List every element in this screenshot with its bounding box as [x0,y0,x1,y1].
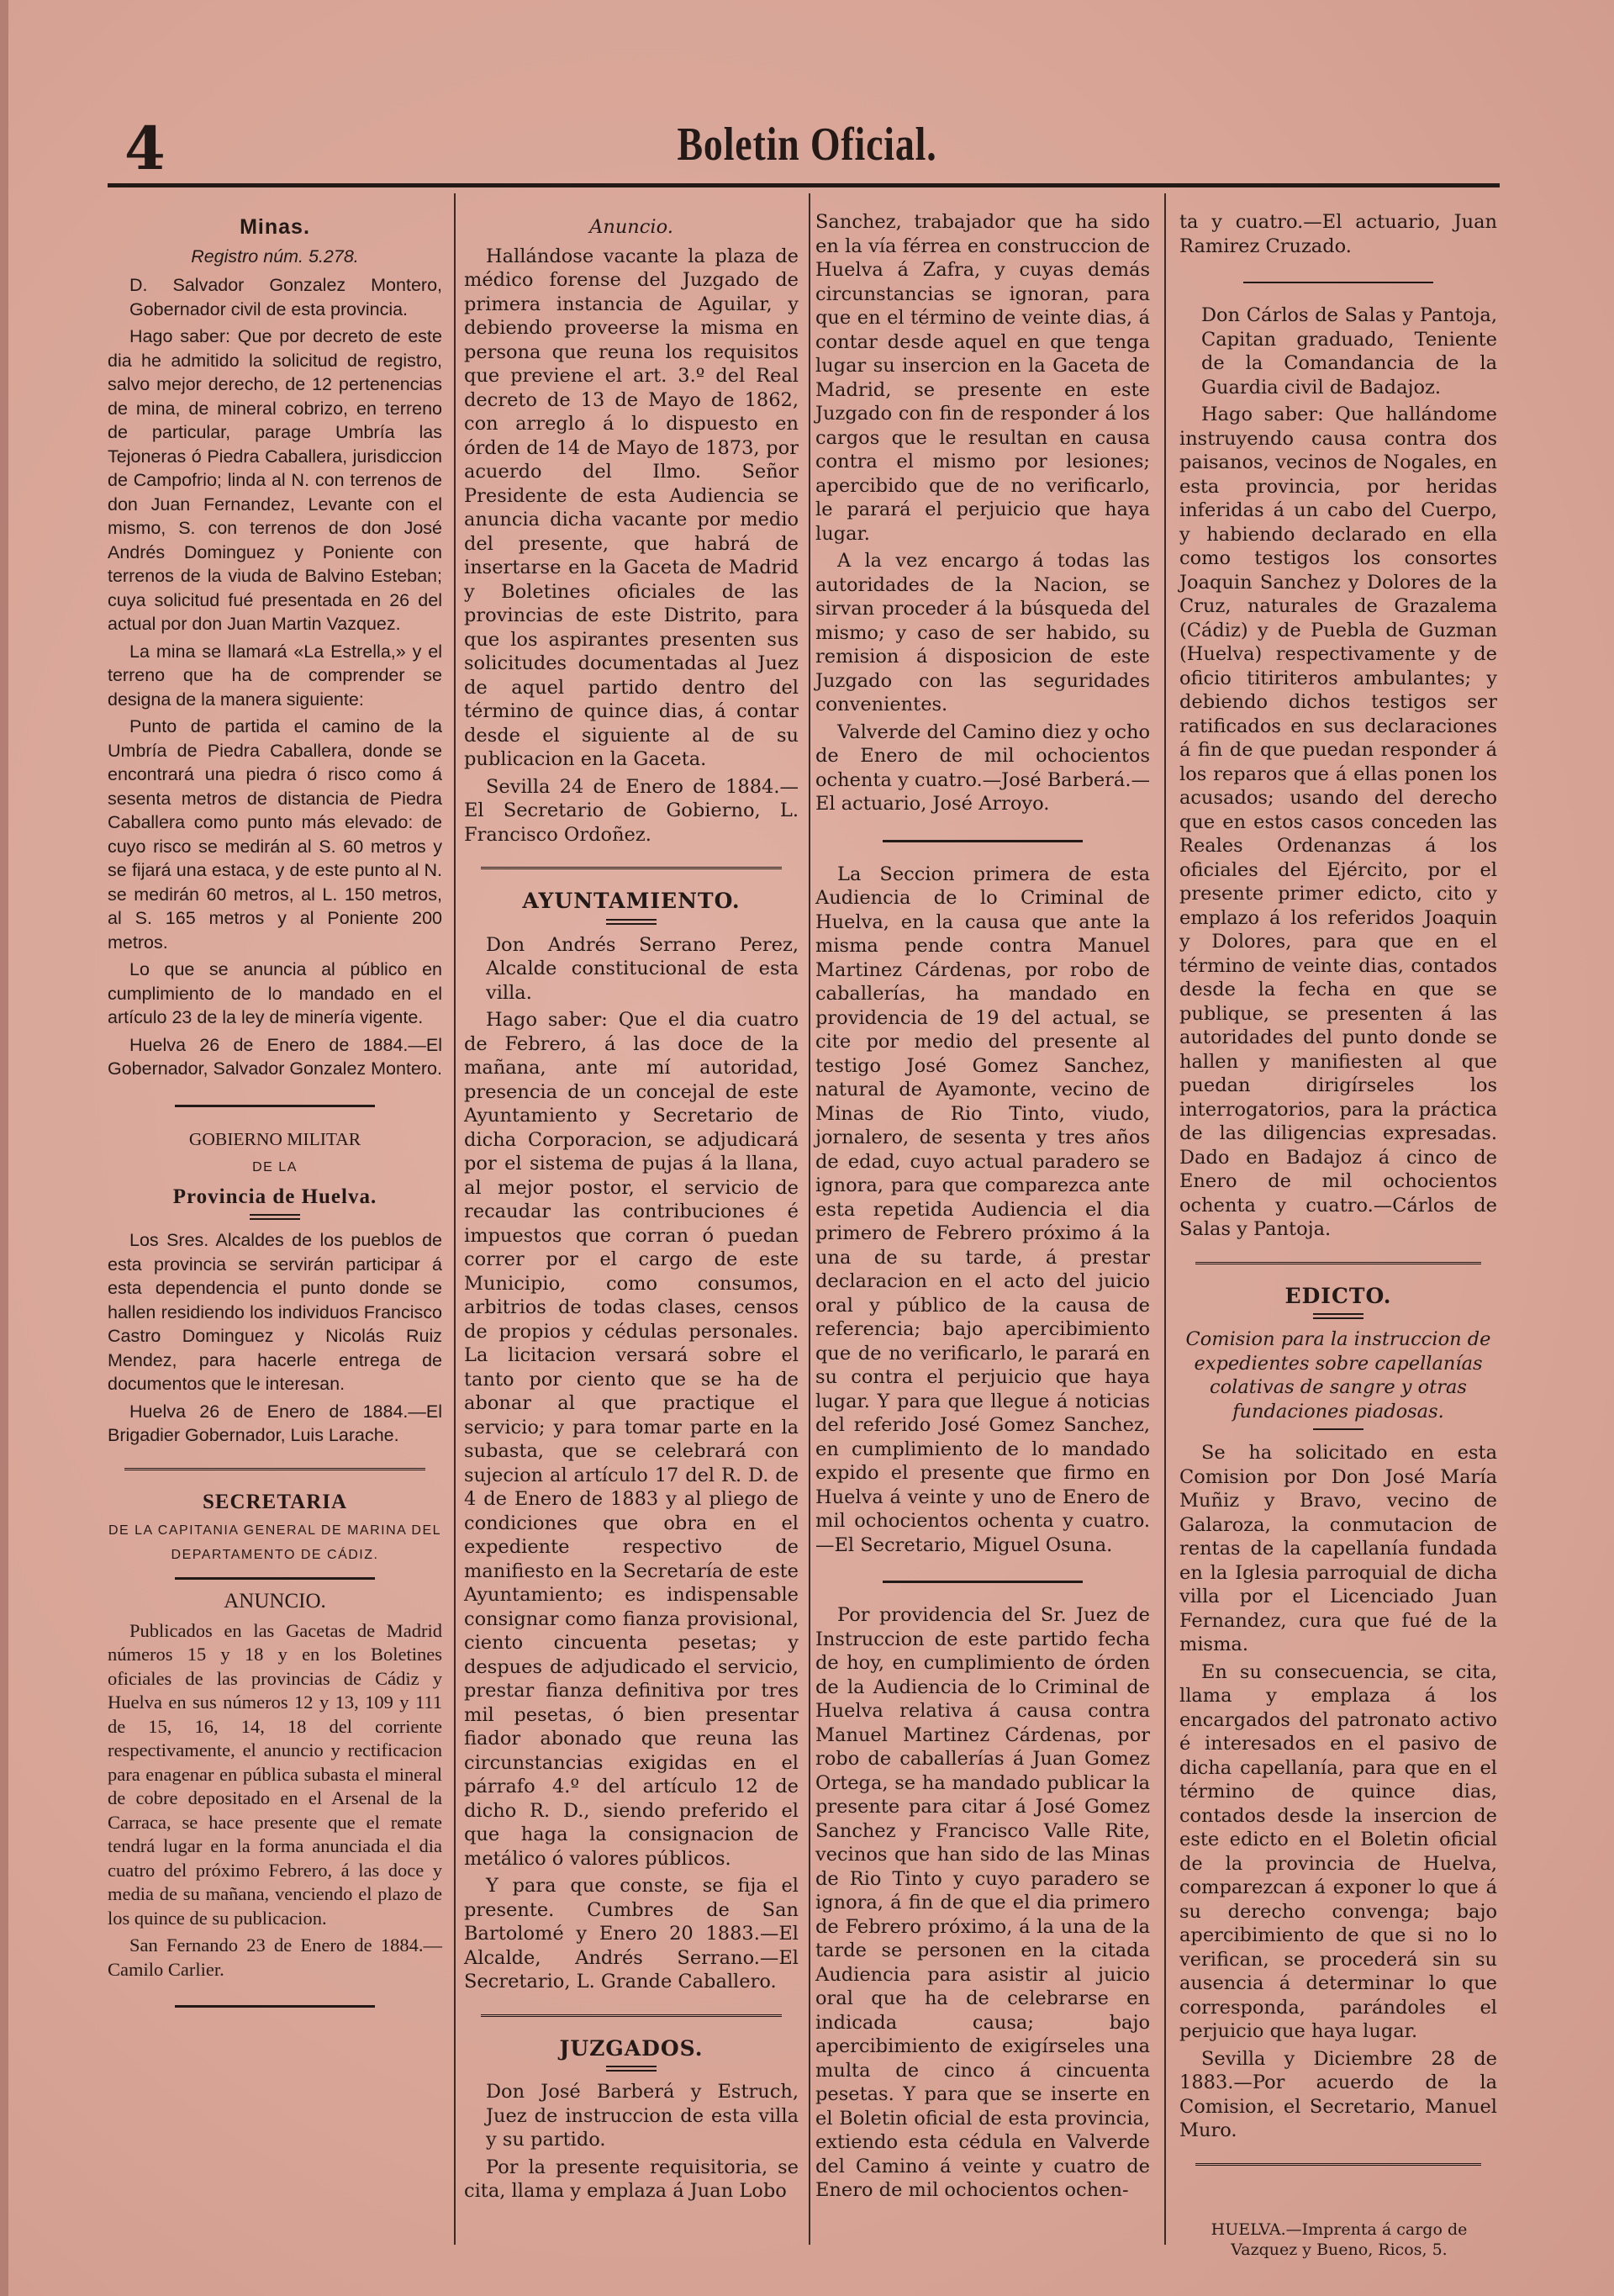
signature-paragraph: San Fernando 23 de Enero de 1884.—Camilo Carlier. [108,1934,442,1980]
section-title-gobierno: GOBIERNO MILITAR [188,1128,361,1149]
title-dash [606,2066,657,2072]
signature-paragraph: Sevilla 24 de Enero de 1884.—El Secretario de Gobierno, L. Francisco Ordoñez. [464,775,799,846]
section-subtitle-secretaria: DE LA CAPITANIA GENERAL DE MARINA DEL DEPARTAMENTO DE CÁDIZ. [108,1523,442,1562]
header-rule [108,183,1500,187]
page-number: 4 [124,113,166,183]
paragraph: Por la presente requisitoria, se cita, llama y emplaza á Juan Lobo [464,2156,799,2202]
signature-paragraph: Huelva 26 de Enero de 1884.—El Brigadier Gobernador, Luis Larache. [108,1401,442,1445]
masthead-title: Boletin Oficial. [677,119,937,171]
separator-rule [175,1577,376,1580]
separator-rule [124,1468,425,1470]
paragraph: Hallándose vacante la plaza de médico forense del Juzgado de primera instancia de Aguilar, y debiendo proveerse la misma en persona que reuna los requisitos que previene el art. 3.º del Real decreto de 13 de Mayo de 1862, con arreglo á lo dispuesto en órden de 14 de Mayo de 1873, por acuerdo del Ilmo. Señor Presidente de esta Audiencia se anuncia dicha vacante por medio del presente, que habrá de insertarse en la Gaceta de Madrid y Boletines oficiales de las provincias de este Distrito, para que los aspirantes presenten sus solicitudes documentadas al Juez de aquel partido dentro del término de quince dias, á contar desde el siguiente al de su publicacion en la Gaceta. [464,245,799,770]
paragraph: Se ha solicitado en esta Comision por Don José María Muñiz y Bravo, vecino de Galaroza, la conmutacion de rentas de la capellanía fundada en la Iglesia parroquial de dicha villa por el Licenciado Juan Fernandez, cura que fué de la misma. [1179,1442,1497,1655]
signature-paragraph: Valverde del Camino diez y ocho de Enero de mil ochocientos ochenta y cuatro.—José Barberá.—El actuario, José Arroyo. [815,720,1150,815]
separator-rule [1243,282,1434,283]
separator-rule [1195,2163,1481,2166]
separator-rule [175,2005,376,2008]
separator-rule [481,2014,782,2017]
paragraph: Don Andrés Serrano Perez, Alcalde constitucional de esta villa. [486,933,799,1004]
paragraph: Hago saber: Que hallándome instruyendo causa contra dos paisanos, vecinos de Nogales, en esta provincia, por heridas inferidas á un cabo del Cuerpo, y habiendo declarado en ella como testigos los consortes Joaquin Sanchez y Dolores de la Cruz, naturales de Grazalema (Cádiz) y de Puebla de Guzman (Huelva) respectivamente y de oficio titiriteros ambulantes; y debiendo dichos testigos ser ratificados en sus declaraciones á fin de que puedan responder á los reparos que á ellas ponen los acusados; usando del derecho que en estos casos conceden las Reales Ordenanzas á los oficiales del Ejército, por el presente primer edicto, cito y emplazo á los referidos Joaquin y Dolores, para que en el término de veinte dias, contados desde la fecha en que se publique, se presenten á las autoridades del punto donde se hallen y manifiesten al que puedan dirigírseles los interrogatorios, para la práctica de las diligencias expresadas. Dado en Badajoz á cinco de Enero de mil ochocientos ochenta y cuatro.—Cárlos de Salas y Pantoja. [1179,404,1497,1240]
signature-paragraph: Y para que conste, se fija el presente. Cumbres de San Bartolomé y Enero 20 1883.—El Alcalde, Andrés Serrano.—El Secretario, L. Grande Caballero. [464,1875,799,1993]
paragraph: Punto de partida el camino de la Umbría de Piedra Caballera, donde se encontrará una piedra ó risco como á sesenta metros de distancia de Piedra Caballera como punto más elevado: de cuyo risco se medirán al S. 60 metros y se fijará una estaca, y de este punto al N. se medirán 60 metros, al L. 150 metros, al S. 165 metros y al Poniente 200 metros. [108,716,442,953]
separator-rule [481,867,782,869]
paragraph: Don Cárlos de Salas y Pantoja, Capitan graduado, Teniente de la Comandancia de la Guardia civil de Badajoz. [1201,304,1497,399]
paragraph: Hago saber: Que el dia cuatro de Febrero, á las doce de la mañana, ante mí autoridad, presencia de un concejal de este Ayuntamiento y Secretario de dicha Corporacion, se adjudicará por el sistema de pujas á la llana, al mejor postor, el servicio de recaudar las contribuciones é impuestos que corran ó puedan correr por el cargo de este Municipio, como consumos, arbitrios de todas clases, censos de propios y cédulas personales. La licitacion versará sobre el tanto por ciento que se ha de abonar al que practique el servicio; y para tomar parte en la subasta, que se celebrará con sujecion al artículo 17 del R. D. de 4 de Enero de 1883 y al pliego de condiciones que obra en el expediente respectivo de manifiesto en la Secretaría de este Ayuntamiento; es indispensable consignar como fianza provisional, ciento cincuenta pesetas; y despues de adjudicado el servicio, prestar fianza definitiva por tres mil pesetas, ó bien presentar fiador abonado que reuna las circunstancias exigidas en el párrafo 4.º del artículo 12 de dicho R. D., siendo preferido el que haga la consignacion de metálico ó valores públicos. [464,1009,799,1870]
section-title-gobierno-de-la: DE LA [252,1160,298,1174]
paragraph: D. Salvador Gonzalez Montero, Gobernador civil de esta provincia. [129,275,442,319]
column-divider [809,193,810,2245]
column-3 [815,210,1150,2206]
title-dash [250,1214,300,1220]
anuncio-title: Anuncio. [589,216,673,238]
signature-paragraph: Huelva 26 de Enero de 1884.—El Gobernador, Salvador Gonzalez Montero. [108,1034,442,1079]
paragraph: La Seccion primera de esta Audiencia de lo Criminal de Huelva, en la causa que ante la misma pende contra Manuel Martinez Cárdenas, por robo de caballerías, ha mandado en providencia de 19 del actual, se cite por medio del presente al testigo José Gomez Sanchez, natural de Ayamonte, vecino de Minas de Rio Tinto, viudo, jornalero, de sesenta y tres años de edad, cuyo actual paradero se ignora, para que comparezca ante esta repetida Audiencia el dia primero de Febrero próximo á la una de su tarde, á prestar declaracion en el acto del juicio oral y público de la causa de referencia; bajo apercibimiento que de no verificarlo, le parará en su contra el perjuicio que haya lugar. Y para que llegue á noticias del referido José Gomez Sanchez, en cumplimiento de lo mandado expido el presente que firmo en Huelva á veinte y uno de Enero de mil ochocientos ochenta y cuatro.—El Secretario, Miguel Osuna. [815,863,1150,1556]
imprenta-footer: HUELVA.—Imprenta á cargo de Vazquez y Bueno, Ricos, 5. [1210,2220,1468,2259]
paragraph: La mina se llamará «La Estrella,» y el terreno que ha de comprender se designa de la manera siguiente: [108,641,442,710]
separator-rule [1195,1262,1481,1264]
signature-paragraph: ta y cuatro.—El actuario, Juan Ramirez Cruzado. [1179,211,1497,257]
column-2 [464,210,799,2207]
paragraph: Don José Barberá y Estruch, Juez de instruccion de esta villa y su partido. [486,2081,799,2151]
section-title-ayuntamiento: AYUNTAMIENTO. [522,889,741,913]
section-title-juzgados: JUZGADOS. [559,2035,704,2061]
section-title-minas: Minas. [240,215,310,239]
separator-rule [883,1581,1084,1583]
title-dash [1313,1428,1363,1433]
anuncio-title: ANUNCIO. [224,1590,326,1612]
separator-rule [175,1105,376,1107]
section-title-provincia: Provincia de Huelva. [172,1185,377,1208]
paragraph: Hago saber: Que por decreto de este dia he admitido la solicitud de registro, salvo mejor derecho, de 12 pertenencias de mina, de mineral cobrizo, en terreno de particular, parage Umbría las Tejoneras ó Piedra Caballera, jurisdiccion de Campofrio; linda al N. con terrenos de don Juan Fernandez, Levante con el mismo, S. con terrenos de don José Andrés Dominguez y Poniente con terrenos de la viuda de Balvino Esteban; cuya solicitud fué presentada en 26 del actual por don Juan Martin Vazquez. [108,326,442,634]
paragraph: Lo que se anuncia al público en cumplimiento de lo mandado en el artículo 23 de la ley de minería vigente. [108,959,442,1027]
paragraph: Publicados en las Gacetas de Madrid números 15 y 18 y en los Boletines oficiales de las provincias de Cádiz y Huelva en sus números 12 y 13, 109 y 111 de 15, 16, 14, 18 del corriente respectivamente, el anuncio y rectificacion para enagenar en pública subasta el mineral de cobre depositado en el Arsenal de la Carraca, se hace presente que el remate tendrá lugar en la forma anunciada el dia cuatro del próximo Febrero, á las doce y media de su mañana, venciendo el plazo de los quince de su publicacion. [108,1619,442,1929]
paragraph: Los Sres. Alcaldes de los pueblos de esta provincia se servirán participar á esta dependencia el punto donde se hallen residiendo los individuos Francisco Castro Dominguez y Nicolás Ruiz Mendez, para hacerle entrega de documentos que le interesan. [108,1230,442,1394]
paragraph: Por providencia del Sr. Juez de Instruccion de este partido fecha de hoy, en cumplimiento de órden de la Audiencia de lo Criminal de Huelva relativa á causa contra Manuel Martinez Cárdenas, por robo de caballerías á Juan Gomez Ortega, se ha mandado publicar la presente para citar á José Gomez Sanchez y Francisco Valle Rite, vecinos que han sido de las Minas de Rio Tinto y cuyo paradero se ignora, á fin de que el dia primero de Febrero próximo, á la una de la tarde se personen en la citada Audiencia para asistir al juicio oral que ha de celebrarse en indicada causa; bajo apercibimiento de exigírseles una multa de cinco á cincuenta pesetas. Y para que se inserte en el Boletin oficial de esta provincia, extiendo esta cédula en Valverde del Camino á veinte y cuatro de Enero de mil ochocientos ochen- [815,1604,1150,2201]
title-dash [606,919,657,925]
column-4 [1179,210,1497,2186]
paragraph: En su consecuencia, se cita, llama y emplaza á los encargados del patronato activo é interesados en el pasivo de dicha capellanía, para que en el término de quince dias, contados desde la insercion de este edicto en el Boletin oficial de la provincia de Huelva, comparezcan á exponer lo que á su derecho convenga; bajo apercibimiento de que si no lo verifican, se procederá sin su ausencia á determinar lo que corresponda, parándoles el perjuicio que haya lugar. [1179,1660,1497,2042]
column-divider [1164,193,1166,2245]
section-title-secretaria: SECRETARIA [202,1490,348,1513]
edicto-subtitle: Comision para la instruccion de expedientes sobre capellanías colativas de sangre y otras fundaciones piadosas. [1185,1328,1491,1422]
column-1 [108,210,442,2028]
column-divider [454,193,456,2245]
paragraph: A la vez encargo á todas las autoridades de la Nacion, se sirvan proceder á la búsqueda del mismo; y caso de ser habido, su remision á disposicion de este Juzgado con las seguridades convenientes. [815,550,1150,715]
title-dash [1313,1313,1363,1319]
page-edge [0,0,8,2296]
separator-rule [883,840,1084,842]
registro-number: Registro núm. 5.278. [191,245,359,267]
section-title-edicto: EDICTO. [1284,1283,1392,1308]
paragraph: Sanchez, trabajador que ha sido en la vía férrea en construccion de Huelva á Zafra, y cuyas demás circunstancias se ignoran, para que en el término de veinte dias, á contar desde aquel en que tenga lugar su insercion en la Gaceta de Madrid, se presente en este Juzgado con fin de responder á los cargos que le resultan en causa contra el mismo por lesiones; apercibido que de no verificarlo, le parará el perjuicio que haya lugar. [815,211,1150,545]
signature-paragraph: Sevilla y Diciembre 28 de 1883.—Por acuerdo de la Comision, el Secretario, Manuel Muro. [1179,2047,1497,2141]
